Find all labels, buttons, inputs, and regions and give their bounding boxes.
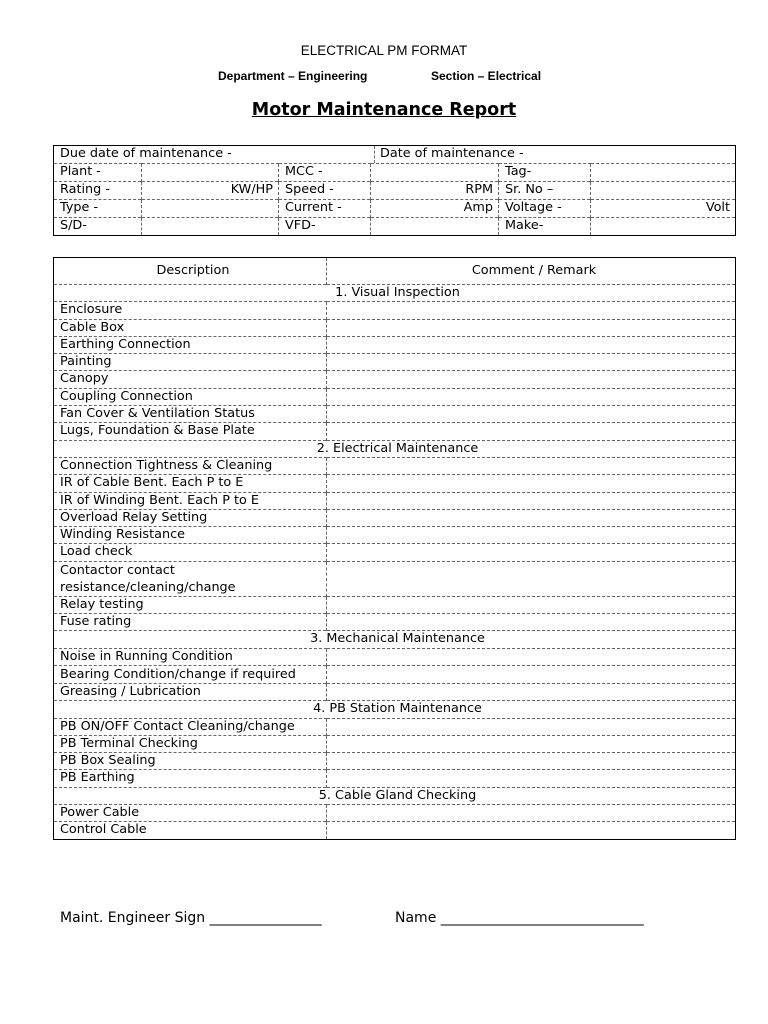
signature-row: [0, 910, 768, 932]
item-remark-cell[interactable]: [327, 665, 736, 683]
speed-label: Speed -: [279, 182, 371, 200]
item-remark-cell[interactable]: [327, 596, 736, 613]
table-row: [54, 561, 736, 596]
item-remark-cell[interactable]: [327, 527, 736, 544]
item-remark-cell[interactable]: [327, 319, 736, 336]
table-row: [54, 336, 736, 353]
item-description: Noise in Running Condition: [54, 648, 327, 665]
item-remark-cell[interactable]: [327, 354, 736, 371]
name-field[interactable]: Name _____________________________: [395, 910, 644, 926]
maintenance-checklist-table: [53, 257, 736, 840]
type-label: Type -: [54, 200, 142, 218]
info-row-type: [54, 200, 736, 218]
tag-label: Tag-: [499, 164, 591, 182]
section-header-row: [54, 631, 736, 648]
section-header-row: [54, 285, 736, 302]
table-row: [54, 614, 736, 631]
item-description: Overload Relay Setting: [54, 509, 327, 526]
tag-value[interactable]: [591, 164, 736, 182]
due-date-field: Due date of maintenance -: [60, 146, 232, 161]
type-value[interactable]: [142, 200, 279, 218]
make-label: Make-: [499, 218, 591, 236]
vfd-value[interactable]: [371, 218, 499, 236]
date-of-maintenance-divider: [374, 146, 375, 163]
item-remark-cell[interactable]: [327, 388, 736, 405]
table-row: [54, 406, 736, 423]
table-row: [54, 371, 736, 388]
table-row: [54, 319, 736, 336]
table-row: [54, 302, 736, 319]
item-remark-cell[interactable]: [327, 509, 736, 526]
table-row: [54, 544, 736, 561]
section-title: 3. Mechanical Maintenance: [54, 631, 736, 648]
section-header-row: [54, 787, 736, 804]
item-description: Painting: [54, 354, 327, 371]
speed-unit[interactable]: RPM: [371, 182, 499, 200]
item-description: Relay testing: [54, 596, 327, 613]
item-remark-cell[interactable]: [327, 457, 736, 474]
table-row: [54, 718, 736, 735]
table-row: [54, 492, 736, 509]
table-row: [54, 596, 736, 613]
item-description: Earthing Connection: [54, 336, 327, 353]
item-description: Fuse rating: [54, 614, 327, 631]
table-row: [54, 509, 736, 526]
item-remark-cell[interactable]: [327, 718, 736, 735]
item-description: Lugs, Foundation & Base Plate: [54, 423, 327, 440]
item-remark-cell[interactable]: [327, 371, 736, 388]
item-description: PB Terminal Checking: [54, 735, 327, 752]
voltage-unit[interactable]: Volt: [591, 200, 736, 218]
item-description: Load check: [54, 544, 327, 561]
table-row: [54, 683, 736, 700]
item-description: Cable Box: [54, 319, 327, 336]
item-description: Coupling Connection: [54, 388, 327, 405]
item-remark-cell[interactable]: [327, 561, 736, 596]
rating-label: Rating -: [54, 182, 142, 200]
section-header-row: [54, 701, 736, 718]
current-unit[interactable]: Amp: [371, 200, 499, 218]
item-description: IR of Winding Bent. Each P to E: [54, 492, 327, 509]
mcc-value[interactable]: [371, 164, 499, 182]
info-row-sd: [54, 218, 736, 236]
item-remark-cell[interactable]: [327, 648, 736, 665]
table-header-row: [54, 258, 736, 285]
table-row: [54, 770, 736, 787]
table-row: [54, 527, 736, 544]
comment-header: Comment / Remark: [327, 258, 736, 285]
item-description: PB ON/OFF Contact Cleaning/change: [54, 718, 327, 735]
item-description: Canopy: [54, 371, 327, 388]
info-row-rating: [54, 182, 736, 200]
table-row: [54, 805, 736, 822]
item-remark-cell[interactable]: [327, 302, 736, 319]
section-title: 4. PB Station Maintenance: [54, 701, 736, 718]
item-remark-cell[interactable]: [327, 492, 736, 509]
date-of-maintenance-label: Date of maintenance -: [380, 146, 524, 161]
item-remark-cell[interactable]: [327, 614, 736, 631]
sd-value[interactable]: [142, 218, 279, 236]
item-description: PB Box Sealing: [54, 753, 327, 770]
item-remark-cell[interactable]: [327, 544, 736, 561]
department-label: Department – Engineering: [218, 69, 368, 83]
table-row: [54, 457, 736, 474]
item-remark-cell[interactable]: [327, 683, 736, 700]
description-header: Description: [156, 263, 230, 278]
engineer-sign-field[interactable]: Maint. Engineer Sign ________________: [60, 910, 322, 926]
item-remark-cell[interactable]: [327, 822, 736, 839]
item-description: Contactor contact resistance/cleaning/change: [54, 561, 327, 596]
report-title: Motor Maintenance Report: [251, 100, 517, 120]
table-row: [54, 388, 736, 405]
table-row: [54, 822, 736, 839]
item-description: Winding Resistance: [54, 527, 327, 544]
item-description: Fan Cover & Ventilation Status: [54, 406, 327, 423]
table-row: [54, 735, 736, 752]
table-row: [54, 665, 736, 683]
item-remark-cell[interactable]: [327, 423, 736, 440]
plant-label: Plant -: [54, 164, 142, 182]
voltage-label: Voltage -: [499, 200, 591, 218]
table-row: [54, 648, 736, 665]
item-description: Power Cable: [54, 805, 327, 822]
item-description: IR of Cable Bent. Each P to E: [54, 475, 327, 492]
table-row: [54, 475, 736, 492]
table-row: [54, 354, 736, 371]
item-remark-cell[interactable]: [327, 336, 736, 353]
item-remark-cell[interactable]: [327, 770, 736, 787]
item-remark-cell[interactable]: [327, 475, 736, 492]
section-title: 5. Cable Gland Checking: [54, 787, 736, 804]
item-description: Enclosure: [54, 302, 327, 319]
format-title: ELECTRICAL PM FORMAT: [300, 43, 468, 58]
section-label: Section – Electrical: [431, 69, 542, 83]
item-description: Bearing Condition/change if required: [54, 665, 327, 683]
table-row: [54, 753, 736, 770]
item-remark-cell[interactable]: [327, 753, 736, 770]
sr-no-value[interactable]: [591, 182, 736, 200]
mcc-label: MCC -: [279, 164, 371, 182]
item-description: PB Earthing: [54, 770, 327, 787]
section-title: 2. Electrical Maintenance: [54, 440, 736, 457]
section-title: 1. Visual Inspection: [54, 285, 736, 302]
item-remark-cell[interactable]: [327, 805, 736, 822]
item-remark-cell[interactable]: [327, 406, 736, 423]
section-header-row: [54, 440, 736, 457]
department-section-row: [0, 69, 768, 85]
info-row-plant: [54, 164, 736, 182]
rating-unit[interactable]: KW/HP: [142, 182, 279, 200]
sr-no-label: Sr. No –: [499, 182, 591, 200]
plant-value[interactable]: [142, 164, 279, 182]
item-description: Control Cable: [54, 822, 327, 839]
table-row: [54, 423, 736, 440]
item-remark-cell[interactable]: [327, 735, 736, 752]
make-value[interactable]: [591, 218, 736, 236]
item-description: Greasing / Lubrication: [54, 683, 327, 700]
sd-label: S/D-: [54, 218, 142, 236]
vfd-label: VFD-: [279, 218, 371, 236]
item-description: Connection Tightness & Cleaning: [54, 457, 327, 474]
current-label: Current -: [279, 200, 371, 218]
